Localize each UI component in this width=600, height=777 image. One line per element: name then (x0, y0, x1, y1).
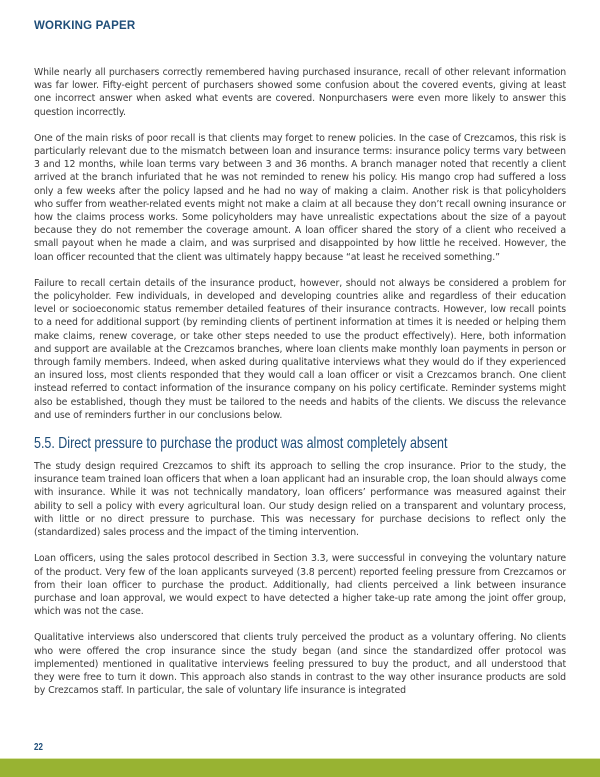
section-heading: 5.5. Direct pressure to purchase the product was almost completely absent (34, 435, 448, 453)
footer-band (0, 758, 600, 777)
paragraph: Qualitative interviews also underscored that clients truly perceived the product as a voluntary offering. No clients who were offered the crop insurance since the study began (and since the standardized offer protocol was implemented) mentioned in qualitative interviews feeling pressured to buy the product, and all understood that they were free to turn it down. This approach also stands in contrast to the way other insurance products are sold by Crezcamos staff. In particular, the sale of voluntary life insurance is integrated (34, 632, 566, 697)
paragraph: One of the main risks of poor recall is that clients may forget to renew policies. In the case of Crezcamos, this risk is particularly relevant due to the mismatch between loan and insurance terms: insurance policy terms vary between 3 and 12 months, while loan terms vary between 3 and 36 months. A branch manager noted that recently a client arrived at the branch infuriated that he was not reminded to renew his policy. His mango crop had suffered a loss only a few weeks after the policy lapsed and he had no way of making a claim. Another risk is that policyholders who suffer from weather-related events might not make a claim at all because they don’t recall owning insurance or how the claims process works. Some policyholders may have unrealistic expectations about the size of a payout because they do not remember the coverage amount. A loan officer shared the story of a client who received a small payout when he made a claim, and was surprised and disappointed by how little he received. However, the loan officer recounted that the client was ultimately happy because “at least he received something.” (34, 132, 566, 263)
paragraph: The study design required Crezcamos to shift its approach to selling the crop insurance. Prior to the study, the insurance team trained loan officers that when a loan applicant had an insurable crop, the loan should always come with insurance. While it was not technically mandatory, loan officers’ performance was measured against their ability to sell a policy with every agricultural loan. Our study design relied on a transparent and voluntary process, with little or no direct pressure to purchase. This was necessary for purchase decisions to reflect only the (standardized) sales process and the impact of the timing intervention. (34, 461, 566, 539)
page-body (34, 66, 566, 710)
paragraph: Loan officers, using the sales protocol described in Section 3.3, were successful in conveying the voluntary nature of the product. Very few of the loan applicants surveyed (3.8 percent) reported feeling pressure from Crezcamos or from their loan officer to purchase the product. Additionally, had clients perceived a link between insurance purchase and loan approval, we would expect to have detected a higher take-up rate among the joint offer group, which was not the case. (34, 553, 566, 618)
page-number: 22 (34, 742, 43, 753)
running-head: WORKING PAPER (34, 20, 136, 32)
paragraph: Failure to recall certain details of the insurance product, however, should not always be considered a problem for the policyholder. Few individuals, in developed and developing countries alike and regardless of their education level or socioeconomic status remember detailed features of their insurance contracts. However, low recall points to a need for additional support (by reminding clients of pertinent information at times it is needed or helping them make claims, renew coverage, or take other steps needed to use the product effectively). Here, both information and support are available at the Crezcamos branches, where loan clients make monthly loan payments in person or through family members. Indeed, when asked during qualitative interviews what they would do if they experienced an insured loss, most clients responded that they would call a loan officer or visit a Crezcamos branch. One client instead referred to contact information of the insurance company on his policy certificate. Reminder systems might also be established, though they must be tailored to the needs and habits of the clients. We discuss the relevance and use of reminders further in our conclusions below. (34, 277, 566, 421)
paragraph: While nearly all purchasers correctly remembered having purchased insurance, recall of other relevant information was far lower. Fifty-eight percent of purchasers showed some confusion about the covered events, giving at least one incorrect answer when asked what events are covered. Nonpurchasers were even more likely to answer this question incorrectly. (34, 67, 566, 118)
